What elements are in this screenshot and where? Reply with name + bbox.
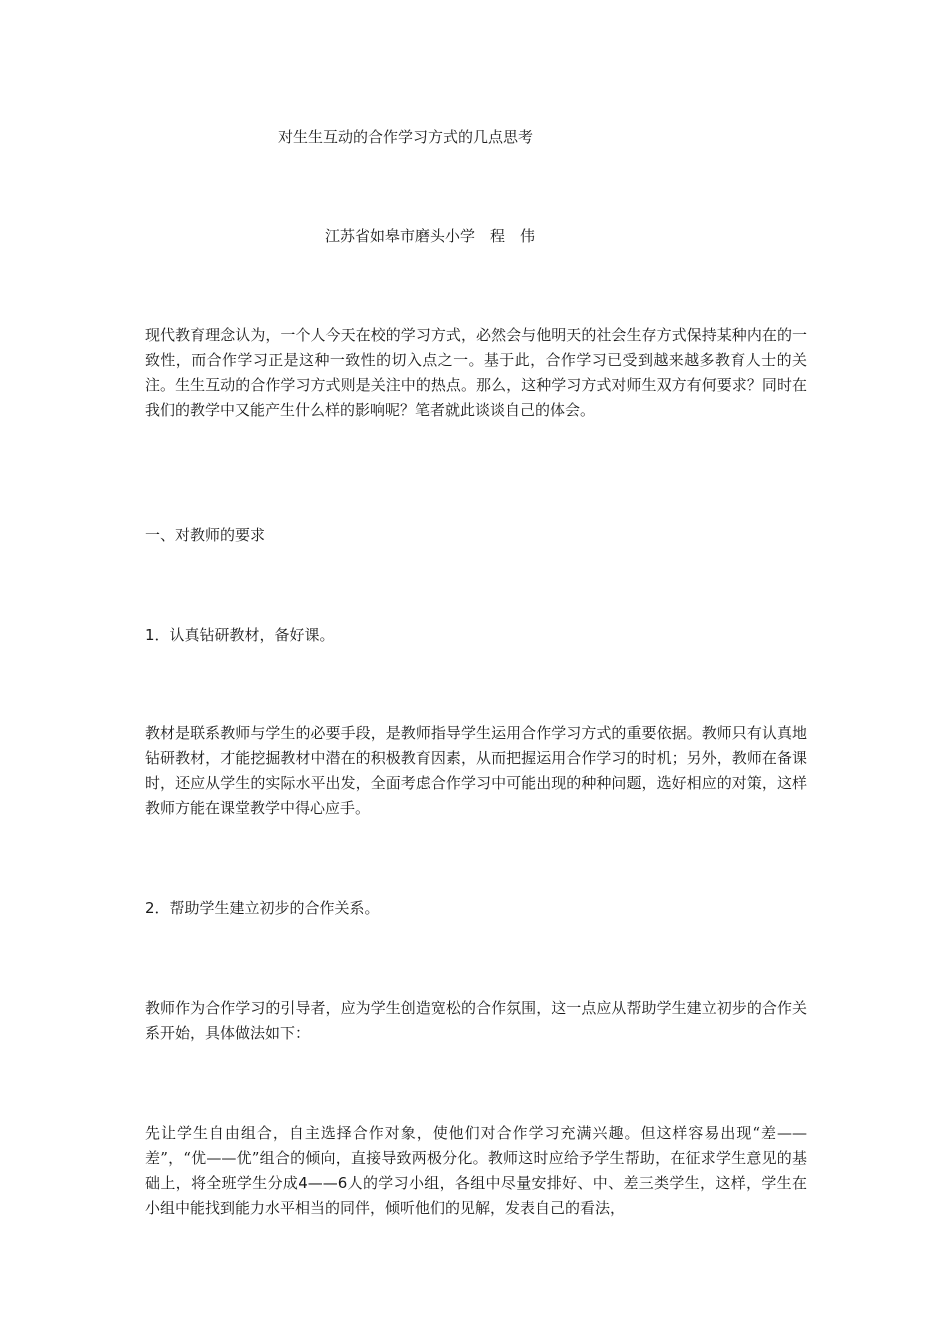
page-title: 对生生互动的合作学习方式的几点思考: [278, 128, 534, 146]
section-heading-teacher-requirements: 一、对教师的要求: [145, 526, 266, 544]
item-1-number: 1: [145, 626, 155, 644]
item-2-paragraph-1: 教师作为合作学习的引导者，应为学生创造宽松的合作氛围，这一点应从帮助学生建立初步的合作关系开始，具体做法如下：: [145, 999, 807, 1042]
item-1-paragraph: 教材是联系教师与学生的必要手段，是教师指导学生运用合作学习方式的重要依据。教师只有认真地钻研教材，才能挖掘教材中潜在的积极教育因素，从而把握运用合作学习的时机；另外，教师在备课时，还应从学生的实际水平出发，全面考虑合作学习中可能出现的种种问题，选好相应的对策，这样教师方能在课堂教学中得心应手。: [145, 724, 807, 817]
intro-paragraph: 现代教育理念认为，一个人今天在校的学习方式，必然会与他明天的社会生存方式保持某种内在的一致性，而合作学习正是这种一致性的切入点之一。基于此，合作学习已受到越来越多教育人士的关注。生生互动的合作学习方式则是关注中的热点。那么，这种学习方式对师生双方有何要求？同时在我们的教学中又能产生什么样的影响呢？笔者就此谈谈自己的体会。: [145, 326, 807, 419]
group-size-number: 4——6: [298, 1174, 348, 1192]
item-2-paragraph-2: [145, 1121, 807, 1221]
item-2-heading: [145, 898, 380, 918]
item-2-paragraph-2-part-1: 先让学生自由组合，自主选择合作对象，使他们对合作学习充满兴趣。但这样容易出现“差——差”，“优——优”组合的倾向，直接导致两极分化。教师这时应给予学生帮助，在征求学生意见的基础上，将全班学生分成: [145, 1124, 807, 1192]
item-2-paragraph-2-part-2: 人的学习小组，各组中尽量安排好、中、差三类学生，这样，学生在小组中能找到能力水平相当的同伴，倾听他们的见解，发表自己的看法，: [145, 1174, 807, 1217]
author-line: 江苏省如皋市磨头小学 程 伟: [325, 227, 536, 245]
item-2-heading-text: ．帮助学生建立初步的合作关系。: [154, 899, 380, 917]
item-1-heading-text: ．认真钻研教材，备好课。: [154, 626, 335, 644]
item-2-number: 2: [145, 899, 155, 917]
item-1-heading: [145, 625, 335, 645]
